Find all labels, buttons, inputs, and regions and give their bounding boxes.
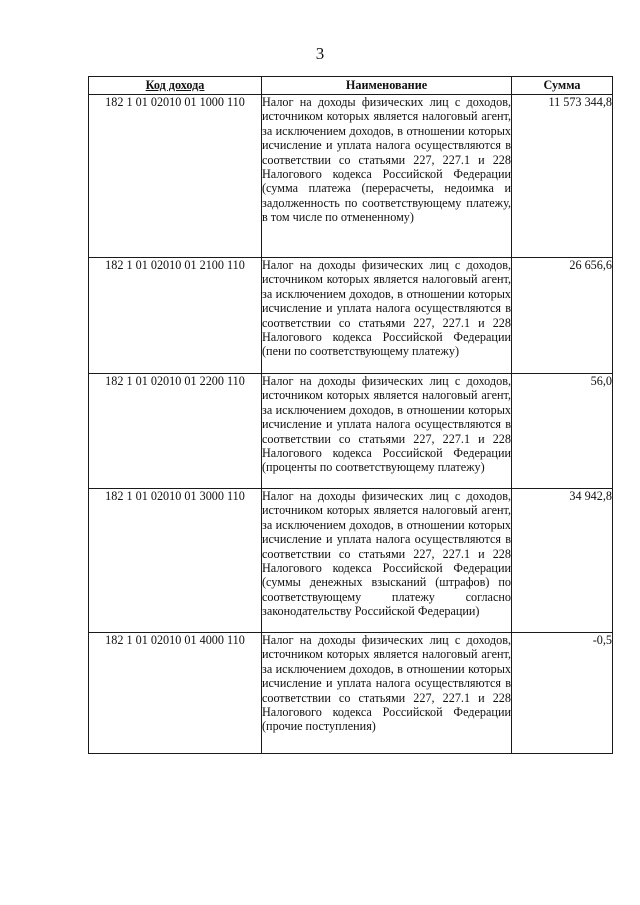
amount-cell: 11 573 344,8: [512, 95, 613, 258]
amount-cell: 56,0: [512, 374, 613, 489]
revenue-code-cell: 182 1 01 02010 01 1000 110: [89, 95, 262, 258]
revenue-name-cell: Налог на доходы физических лиц с доходов, источником которых является налоговый агент, за исключением доходов, в отношении которых исчисление и уплата налога осуществляются в соответствии со статьями 227, 227.1 и 228 Налогового кодекса Российской Федерации (пени по соответствующему платежу): [262, 258, 512, 374]
table-header-row: [89, 77, 613, 95]
header-amount: Сумма: [512, 77, 613, 95]
revenue-name-cell: Налог на доходы физических лиц с доходов, источником которых является налоговый агент, за исключением доходов, в отношении которых исчисление и уплата налога осуществляются в соответствии со статьями 227, 227.1 и 228 Налогового кодекса Российской Федерации (проценты по соответствующему платежу): [262, 374, 512, 489]
table-row: [89, 258, 613, 374]
table-row: [89, 489, 613, 633]
table-row: [89, 95, 613, 258]
amount-cell: -0,5: [512, 633, 613, 754]
revenue-code-cell: 182 1 01 02010 01 2200 110: [89, 374, 262, 489]
revenue-name-cell: Налог на доходы физических лиц с доходов, источником которых является налоговый агент, за исключением доходов, в отношении которых исчисление и уплата налога осуществляются в соответствии со статьями 227, 227.1 и 228 Налогового кодекса Российской Федерации (суммы денежных взысканий (штрафов) по соответствующему платежу согласно законодательству Российской Федерации): [262, 489, 512, 633]
header-revenue-code: Код дохода: [89, 77, 262, 95]
amount-cell: 34 942,8: [512, 489, 613, 633]
page-number: 3: [315, 44, 325, 63]
table-row: [89, 374, 613, 489]
revenue-name-cell: Налог на доходы физических лиц с доходов, источником которых является налоговый агент, за исключением доходов, в отношении которых исчисление и уплата налога осуществляются в соответствии со статьями 227, 227.1 и 228 Налогового кодекса Российской Федерации (сумма платежа (перерасчеты, недоимка и задолженность по соответствующему платежу, в том числе по отмененному): [262, 95, 512, 258]
table-row: [89, 633, 613, 754]
amount-cell: 26 656,6: [512, 258, 613, 374]
revenue-table: [88, 76, 613, 754]
revenue-code-cell: 182 1 01 02010 01 2100 110: [89, 258, 262, 374]
revenue-code-cell: 182 1 01 02010 01 4000 110: [89, 633, 262, 754]
header-name: Наименование: [262, 77, 512, 95]
revenue-name-cell: Налог на доходы физических лиц с доходов, источником которых является налоговый агент, за исключением доходов, в отношении которых исчисление и уплата налога осуществляются в соответствии со статьями 227, 227.1 и 228 Налогового кодекса Российской Федерации (прочие поступления): [262, 633, 512, 754]
revenue-code-cell: 182 1 01 02010 01 3000 110: [89, 489, 262, 633]
